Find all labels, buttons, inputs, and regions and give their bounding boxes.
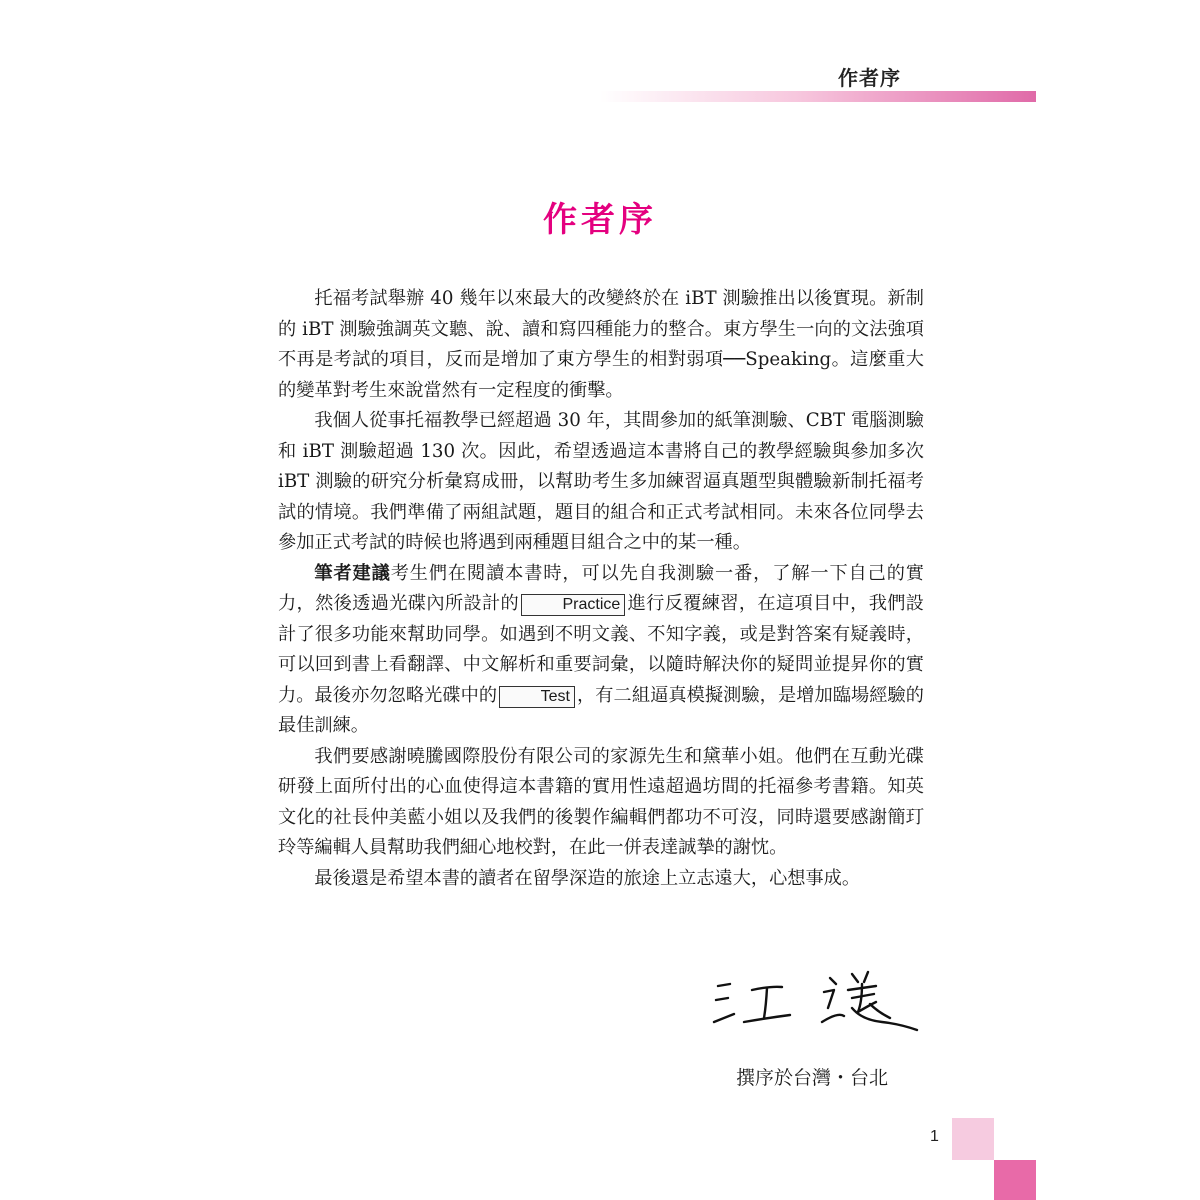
page-number: 1 xyxy=(930,1128,939,1145)
practice-label-box: Practice xyxy=(521,594,625,616)
page-title: 作者序 xyxy=(543,200,657,240)
signature-place: 撰序於台灣・台北 xyxy=(736,1067,889,1089)
corner-decor-dark xyxy=(994,1160,1036,1200)
emphasis-text: 筆者建議 xyxy=(314,562,391,584)
running-header-title: 作者序 xyxy=(838,66,901,90)
corner-decor-light xyxy=(952,1118,994,1160)
paragraph-1: 托福考試舉辦 40 幾年以來最大的改變終於在 iBT 測驗推出以後實現。新制的 iBT 測驗強調英文聽、說、讀和寫四種能力的整合。東方學生一向的文法強項不再是考試的項目，反而是增加了東方學生的相對弱項──Speaking。這麼重大的變革對考生來說當然有一定程度的衝擊。 xyxy=(278,288,924,401)
author-signature xyxy=(712,960,922,1040)
paragraph-2: 我個人從事托福教學已經超過 30 年，其間參加的紙筆測驗、CBT 電腦測驗和 iBT 測驗超過 130 次。因此，希望透過這本書將自己的教學經驗與參加多次 iBT 測驗的研究分析彙寫成冊，以幫助考生多加練習逼真題型與體驗新制托福考試的情境。我們準備了兩組試題，題目的組合和正式考試相同。未來各位同學去參加正式考試的時候也將遇到兩種題目組合之中的某一種。 xyxy=(278,410,924,553)
paragraph-4: 我們要感謝曉騰國際股份有限公司的家源先生和黛華小姐。他們在互動光碟研發上面所付出的心血使得這本書籍的實用性遠超過坊間的托福參考書籍。知英文化的社長仲美藍小姐以及我們的後製作編輯們都功不可沒，同時還要感謝簡玎玲等編輯人員幫助我們細心地校對，在此一併表達誠摯的謝忱。 xyxy=(278,745,924,858)
paragraph-3-part-3: ，有二組逼真模擬測驗，是增加臨場經驗的最佳訓練。 xyxy=(278,684,924,736)
header-gradient-band xyxy=(600,91,1036,102)
paragraph-5: 最後還是希望本書的讀者在留學深造的旅途上立志遠大，心想事成。 xyxy=(314,867,861,889)
paragraph-3 xyxy=(278,559,924,742)
paragraph-3-part-1: 考生們在閱讀本書時，可以先自我測驗一番，了解一下自己的實力，然後透過光碟內所設計的 xyxy=(278,562,924,614)
preface-body xyxy=(278,284,924,894)
paragraph-3-part-2: 進行反覆練習，在這項目中，我們設計了很多功能來幫助同學。如遇到不明文義、不知字義，或是對答案有疑義時，可以回到書上看翻譯、中文解析和重要詞彙，以隨時解決你的疑問並提昇你的實力。最後亦勿忽略光碟中的 xyxy=(278,593,924,706)
test-label-box: Test xyxy=(499,686,575,708)
